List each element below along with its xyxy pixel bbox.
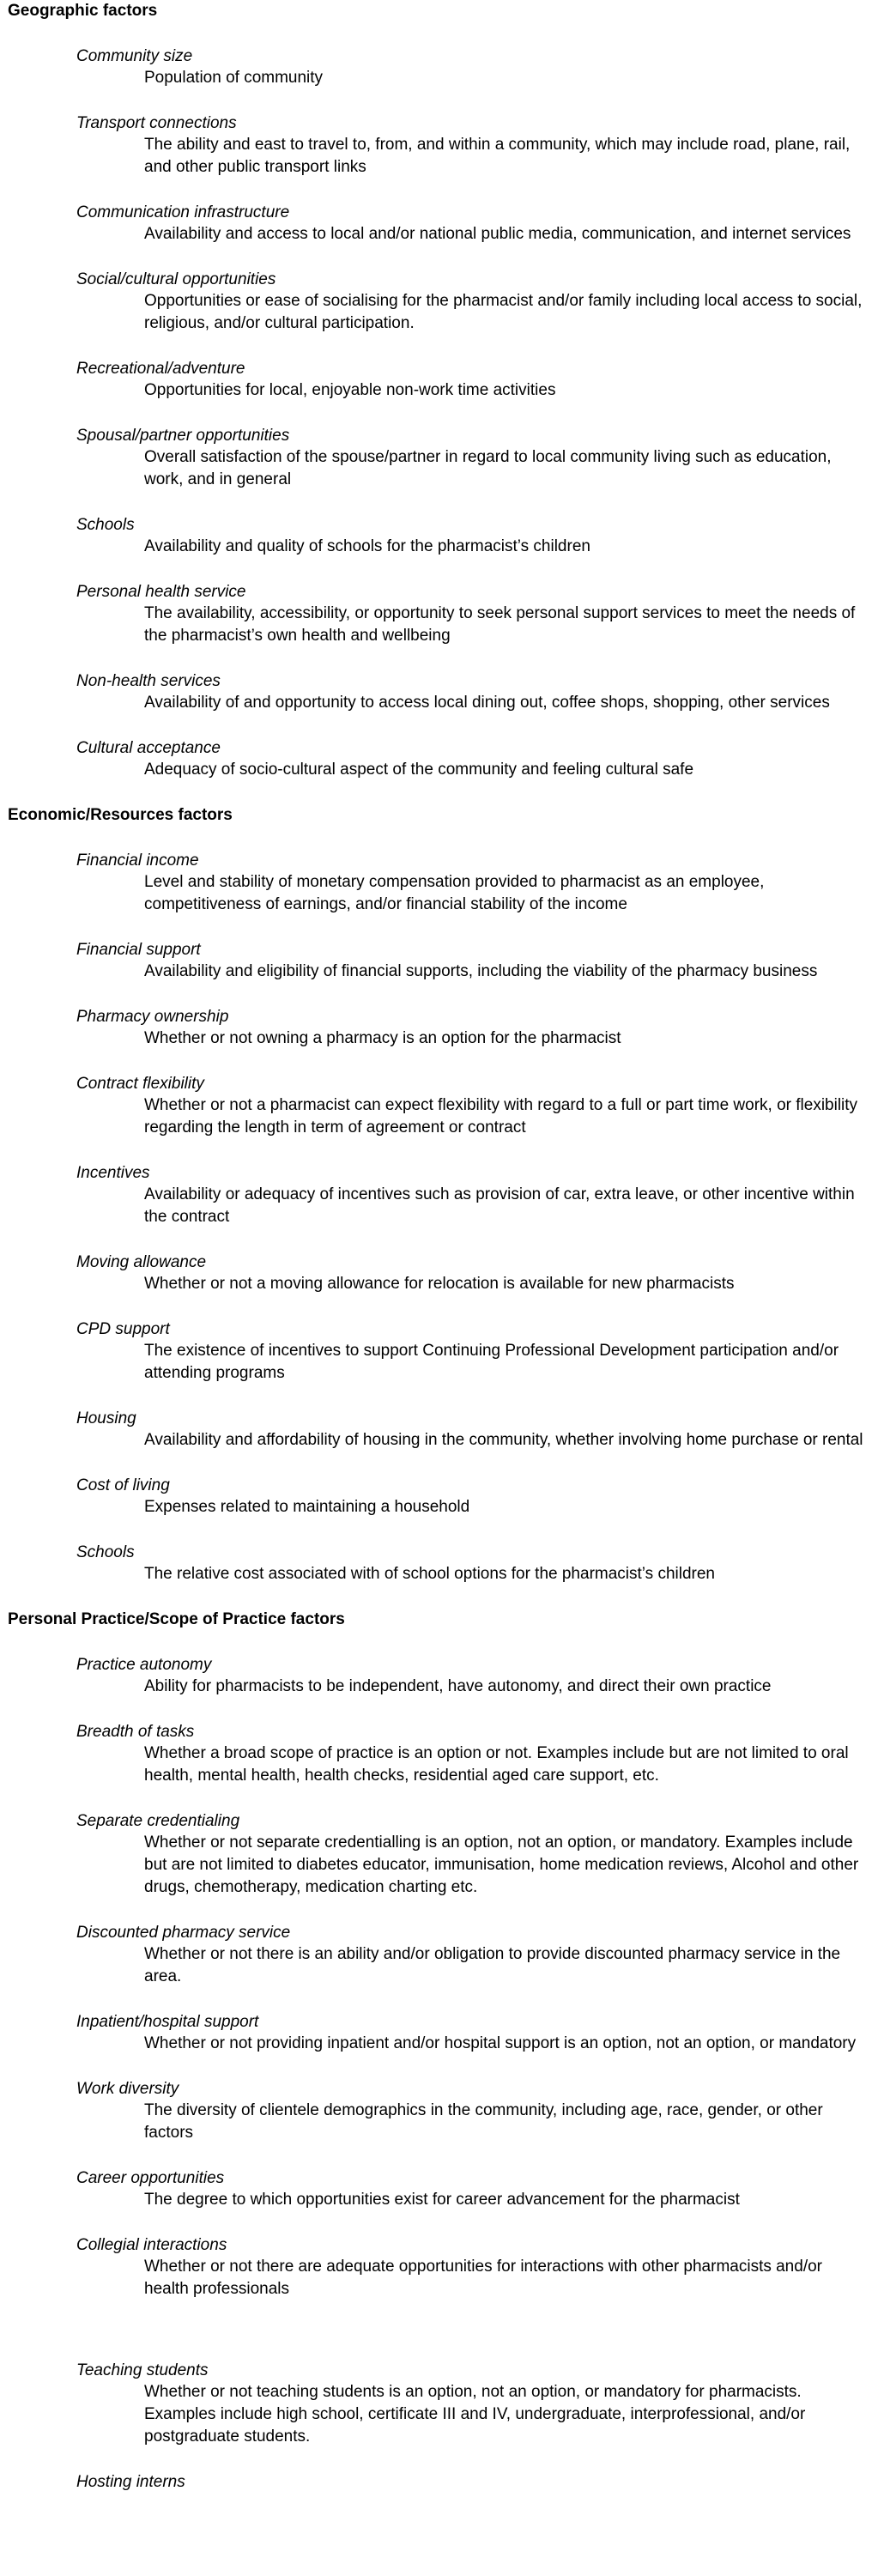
factor-item	[0, 851, 878, 916]
factor-description: Ability for pharmacists to be independent, have autonomy, and direct their own practice	[144, 1677, 772, 1695]
factor-name: Career opportunities	[76, 2169, 225, 2187]
factor-description: The diversity of clientele demographics in the community, including age, race, gender, or other factors	[144, 2101, 823, 2142]
factor-item	[0, 2361, 878, 2448]
factor-name: Housing	[76, 1409, 136, 1427]
factor-name: Schools	[76, 1543, 135, 1561]
factor-name: Discounted pharmacy service	[76, 1924, 291, 1942]
factor-description: Whether or not there are adequate opportunities for interactions with other pharmacists and/or health professionals	[144, 2258, 822, 2298]
factor-name: Work diversity	[76, 2080, 179, 2098]
factor-name: Breadth of tasks	[76, 1723, 195, 1741]
factor-item	[0, 1543, 878, 1585]
factor-name: Transport connections	[76, 114, 237, 132]
factor-description: Whether or not there is an ability and/or obligation to provide discounted pharmacy service in the area.	[144, 1945, 841, 1985]
factor-name: Incentives	[76, 1164, 150, 1182]
factor-description: Whether or not a pharmacist can expect flexibility with regard to a full or part time work, or flexibility regarding the length in term of agreement or contract	[144, 1096, 858, 1136]
factor-item	[0, 1476, 878, 1518]
factor-item	[0, 426, 878, 491]
factor-item	[0, 940, 878, 983]
factor-item	[0, 515, 878, 558]
factor-description: Availability and access to local and/or national public media, communication, and internet services	[144, 225, 851, 243]
factor-item	[0, 270, 878, 335]
factor-description: Availability or adequacy of incentives such as provision of car, extra leave, or other incentive within the contract	[144, 1185, 855, 1226]
factor-name: Collegial interactions	[76, 2236, 227, 2254]
factor-description: The relative cost associated with of school options for the pharmacist’s children	[144, 1565, 715, 1583]
factor-name: Recreational/adventure	[76, 360, 245, 378]
factor-name: Practice autonomy	[76, 1656, 212, 1674]
factor-name: CPD support	[76, 1320, 170, 1338]
factor-item	[0, 1074, 878, 1139]
section-geographic-factors	[0, 1, 878, 781]
factor-description: The degree to which opportunities exist for career advancement for the pharmacist	[144, 2191, 740, 2209]
factor-description: Whether or not teaching students is an option, not an option, or mandatory for pharmacists. Examples include high school, certificate III and IV, undergraduate, interprofessional, and/or postgraduate students.	[144, 2383, 806, 2446]
factor-item	[0, 671, 878, 714]
factor-description: Opportunities or ease of socialising for the pharmacist and/or family including local access to social, religious, and/or cultural participation.	[144, 292, 863, 332]
section-personal-practice-factors	[0, 1609, 878, 2493]
factor-name: Personal health service	[76, 583, 246, 601]
factor-name: Financial support	[76, 941, 201, 959]
factor-name: Financial income	[76, 852, 199, 870]
section-title: Personal Practice/Scope of Practice factors	[8, 1610, 345, 1628]
factor-name: Schools	[76, 516, 135, 534]
section-title: Geographic factors	[8, 2, 158, 20]
factor-description: Opportunities for local, enjoyable non-work time activities	[144, 381, 556, 399]
factor-description: Whether or not providing inpatient and/or hospital support is an option, not an option, or mandatory	[144, 2034, 857, 2052]
factor-item	[0, 46, 878, 89]
factor-name: Inpatient/hospital support	[76, 2013, 259, 2031]
factor-item	[0, 1811, 878, 1899]
factor-description: Whether a broad scope of practice is an option or not. Examples include but are not limited to oral health, mental health, health checks, residential aged care support, etc.	[144, 1744, 849, 1785]
factor-name: Hosting interns	[76, 2473, 185, 2491]
factor-item	[0, 738, 878, 781]
factor-description: Availability and eligibility of financial supports, including the viability of the pharmacy business	[144, 962, 818, 980]
factor-item	[0, 1722, 878, 1787]
factor-item	[0, 1252, 878, 1295]
factor-description: Availability and quality of schools for the pharmacist’s children	[144, 537, 590, 555]
factor-description: Whether or not owning a pharmacy is an option for the pharmacist	[144, 1029, 621, 1047]
factor-name: Community size	[76, 47, 193, 65]
factor-description: Availability of and opportunity to access local dining out, coffee shops, shopping, other services	[144, 694, 830, 712]
factor-name: Contract flexibility	[76, 1075, 204, 1093]
factor-description: The availability, accessibility, or opportunity to seek personal support services to meet the needs of the pharmacist’s own health and wellbeing	[144, 604, 856, 645]
factor-item	[0, 1409, 878, 1452]
factor-item	[0, 359, 878, 402]
factor-name: Cultural acceptance	[76, 739, 221, 757]
factor-name: Pharmacy ownership	[76, 1008, 229, 1026]
factor-name: Moving allowance	[76, 1253, 207, 1271]
factor-description: The ability and east to travel to, from, and within a community, which may include road, plane, rail, and other public transport links	[144, 136, 851, 176]
factor-name: Social/cultural opportunities	[76, 270, 276, 288]
factor-description: Overall satisfaction of the spouse/partner in regard to local community living such as education, work, and in general	[144, 448, 832, 488]
factor-item	[0, 203, 878, 245]
factor-description: The existence of incentives to support Continuing Professional Development participation and/or attending programs	[144, 1342, 839, 1382]
factor-description: Expenses related to maintaining a household	[144, 1498, 470, 1516]
factor-item	[0, 2012, 878, 2055]
factor-item	[0, 2168, 878, 2211]
factor-description: Whether or not a moving allowance for relocation is available for new pharmacists	[144, 1275, 735, 1293]
factor-item	[0, 1007, 878, 1050]
factor-item	[0, 1923, 878, 1988]
factor-item	[0, 582, 878, 647]
section-economic-resources-factors	[0, 805, 878, 1585]
factor-item	[0, 1319, 878, 1385]
factor-description: Population of community	[144, 69, 324, 87]
factor-name: Spousal/partner opportunities	[76, 427, 290, 445]
factor-name: Non-health services	[76, 672, 221, 690]
section-title: Economic/Resources factors	[8, 806, 233, 824]
factor-item	[0, 1655, 878, 1698]
factor-item	[0, 2235, 878, 2300]
factor-item	[0, 2079, 878, 2144]
factor-description: Adequacy of socio-cultural aspect of the community and feeling cultural safe	[144, 761, 694, 779]
factor-item	[0, 113, 878, 179]
factor-description: Whether or not separate credentialling is an option, not an option, or mandatory. Examples include but are not limited to diabetes educator, immunisation, home medication reviews, Alcohol and other drugs, chemotherapy, medication charting etc.	[144, 1834, 859, 1896]
document-page	[0, 1, 878, 2576]
factor-name: Separate credentialing	[76, 1812, 240, 1830]
factor-name: Teaching students	[76, 2361, 209, 2379]
factor-description: Level and stability of monetary compensation provided to pharmacist as an employee, competitiveness of earnings, and/or financial stability of the income	[144, 873, 765, 913]
factor-item	[0, 2472, 878, 2493]
factor-name: Communication infrastructure	[76, 203, 290, 221]
factor-name: Cost of living	[76, 1476, 170, 1494]
factor-item	[0, 1163, 878, 1228]
factor-description: Availability and affordability of housing in the community, whether involving home purchase or rental	[144, 1431, 863, 1449]
